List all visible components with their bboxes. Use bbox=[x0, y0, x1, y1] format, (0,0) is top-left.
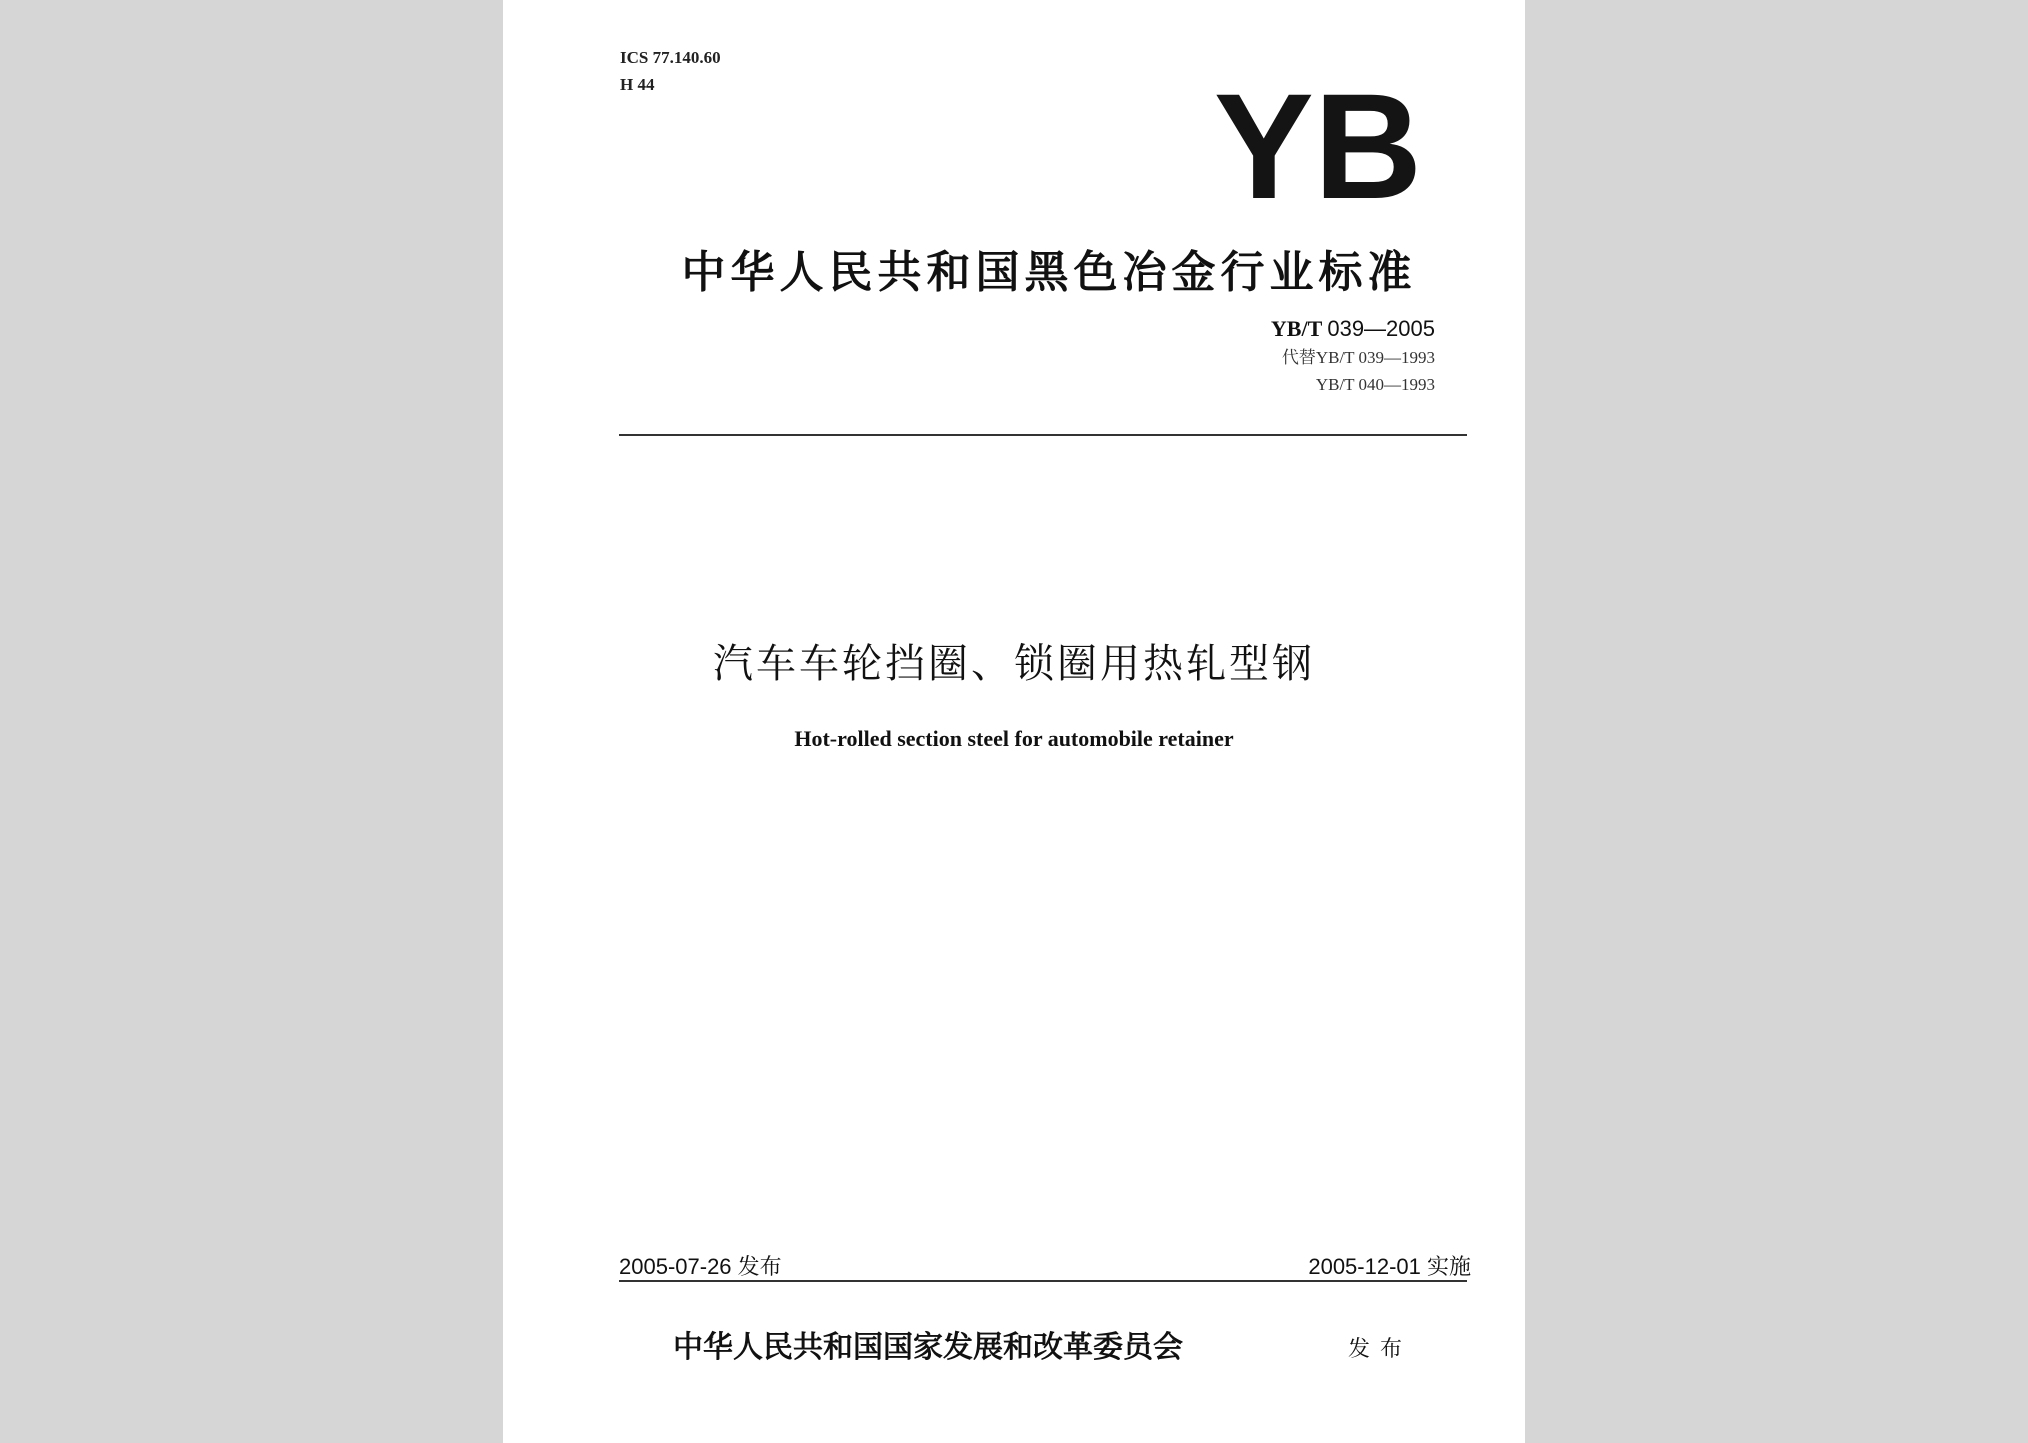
standard-number-block bbox=[1271, 314, 1435, 398]
standard-code: 039—2005 bbox=[1327, 316, 1435, 341]
publisher-name: 中华人民共和国国家发展和改革委员会 bbox=[673, 1330, 1183, 1365]
ics-code: ICS 77.140.60 bbox=[620, 48, 721, 67]
document-page bbox=[503, 0, 1525, 1443]
classification-block bbox=[620, 44, 721, 98]
yb-logo-text: YB bbox=[1213, 80, 1423, 220]
standard-number bbox=[1271, 314, 1435, 344]
document-title-cn: 汽车车轮挡圈、锁圈用热轧型钢 bbox=[713, 641, 1315, 687]
category-title: 中华人民共和国黑色冶金行业标准 bbox=[681, 247, 1417, 298]
replaces-line-2: YB/T 040—1993 bbox=[1315, 375, 1435, 394]
document-title-en: Hot-rolled section steel for automobile retainer bbox=[794, 726, 1234, 751]
effective-date: 2005-12-01 实施 bbox=[1308, 1254, 1471, 1279]
publish-label: 发布 bbox=[1348, 1337, 1413, 1362]
replaces-line-1: 代替YB/T 039—1993 bbox=[1281, 348, 1435, 367]
standard-prefix: YB/T bbox=[1270, 316, 1322, 341]
yb-logo bbox=[1203, 80, 1433, 220]
header-divider bbox=[619, 434, 1467, 436]
classification-code: H 44 bbox=[620, 75, 655, 94]
issue-date: 2005-07-26 发布 bbox=[619, 1254, 782, 1279]
footer-divider bbox=[619, 1280, 1467, 1282]
